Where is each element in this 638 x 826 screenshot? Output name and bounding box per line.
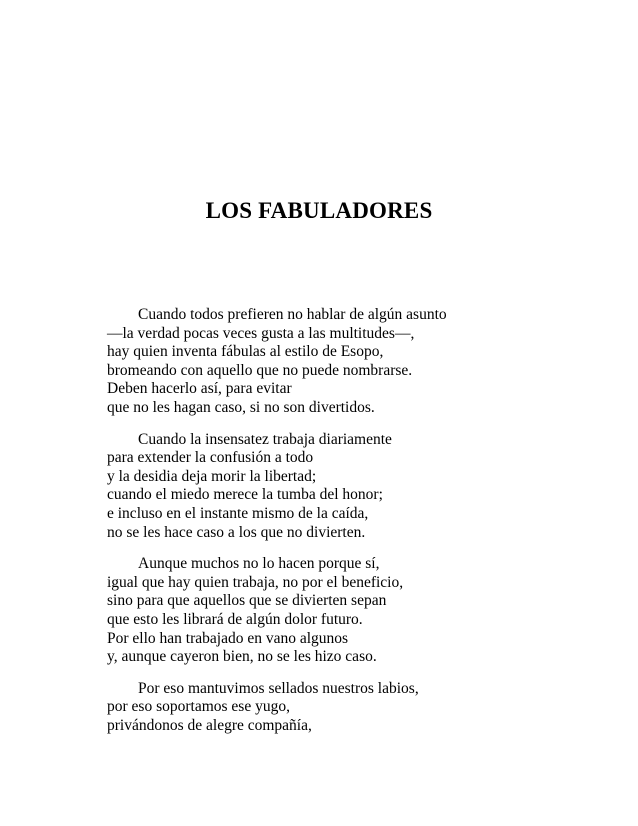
stanza [107,680,577,736]
poem-line: por eso soportamos ese yugo, [107,698,290,716]
poem-line: Por eso mantuvimos sellados nuestros labios, [138,679,419,697]
poem-line: cuando el miedo merece la tumba del honor; [107,486,383,504]
poem-line: privándonos de alegre compañía, [107,716,312,734]
poem-line: —la verdad pocas veces gusta a las multitudes—, [107,324,415,342]
poem-line: Aunque muchos no lo hacen porque sí, [138,555,380,573]
poem-line: igual que hay quien trabaja, no por el beneficio, [107,573,404,591]
poem-line: Deben hacerlo así, para evitar [107,380,292,398]
poem-line: para extender la confusión a todo [107,449,314,467]
poem-line: que esto les librará de algún dolor futuro. [107,610,363,628]
poem-line: Cuando todos prefieren no hablar de algún asunto [138,306,447,323]
poem-line: y la desidia deja morir la libertad; [107,467,317,485]
poem-line: Cuando la insensatez trabaja diariamente [138,430,392,448]
poem-line: que no les hagan caso, si no son divertidos. [107,398,375,416]
poem-line: hay quien inventa fábulas al estilo de Esopo, [107,343,384,361]
poem-line: bromeando con aquello que no puede nombrarse. [107,361,413,379]
stanza [107,555,577,667]
page-title: LOS FABULADORES [205,198,433,223]
poem-line: sino para que aquellos que se divierten sepan [107,592,387,610]
stanza [107,431,577,543]
poem-body [107,306,577,748]
poem-line: no se les hace caso a los que no divierten. [107,523,366,541]
poem-line: y, aunque cayeron bien, no se les hizo caso. [107,648,377,666]
poem-line: e incluso en el instante mismo de la caída, [107,504,369,522]
poem-line: Por ello han trabajado en vano algunos [107,629,349,647]
stanza [107,306,577,418]
